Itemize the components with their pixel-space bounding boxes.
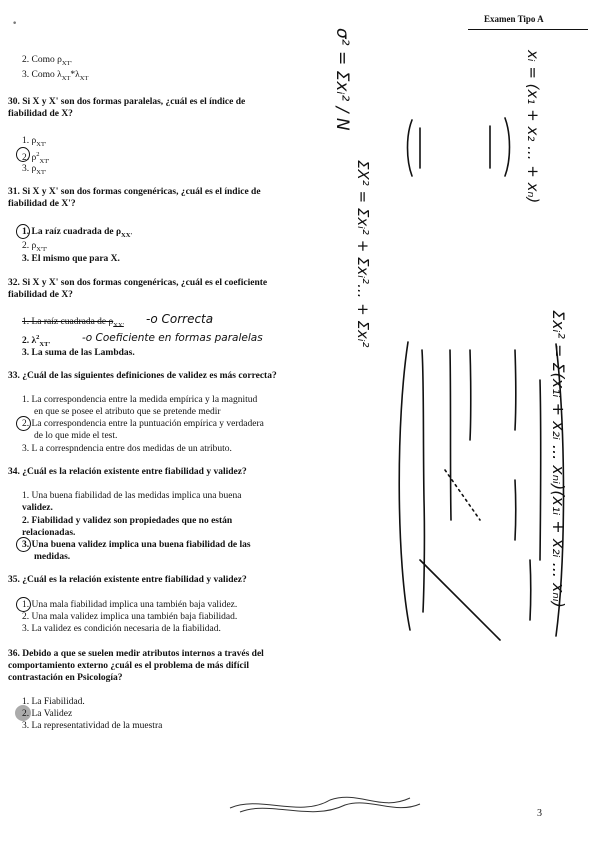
q34-option-2-line1: 2. Fiabilidad y validez son propiedades que no están xyxy=(22,516,233,526)
q36-stem-line2: comportamiento externo ¿cuál es el problema de más difícil xyxy=(8,661,249,671)
q31-stem-line2: fiabilidad de X'? xyxy=(8,199,76,209)
q31-option-3: 3. El mismo que para X. xyxy=(22,254,120,264)
q33-stem: 33. ¿Cuál de las siguientes definiciones de validez es más correcta? xyxy=(8,371,277,381)
q36-option-3: 3. La representatividad de la muestra xyxy=(22,721,163,731)
q34-option-2-line2: relacionadas. xyxy=(22,528,76,538)
q32-stem-line2: fiabilidad de X? xyxy=(8,290,73,300)
corner-mark: • xyxy=(12,19,18,29)
q35-option-3: 3. La validez es condición necesaria de la fiabilidad. xyxy=(22,624,221,634)
q34-option-3-line1: 3. Una buena validez implica una buena fiabilidad de las xyxy=(22,540,251,550)
margin-formula-xi: xᵢ = (x₁ + x₂ ... + xₙ) xyxy=(524,50,542,204)
q31-option-1: 1. La raíz cuadrada de $\rho_{XX'}$ xyxy=(22,227,133,239)
margin-formula-variance: σ² = Σxᵢ² / N xyxy=(332,28,352,131)
q30-option-3: 3. $\rho_{XT'}$ xyxy=(22,164,47,176)
q30-option-1: 1. $\rho_{XT'}$ xyxy=(22,136,47,148)
q32-stem-line1: 32. Si X y X' son dos formas congenéricas, ¿cuál es el coeficiente xyxy=(8,278,268,288)
q34-option-3-line2: medidas. xyxy=(34,552,71,562)
q33-option-1-line1: 1. La correspondencia entre la medida empírica y la magnitud xyxy=(22,395,258,405)
q32-option-3: 3. La suma de las Lambdas. xyxy=(22,348,135,358)
q32-option-2: 2. $\lambda^2_{XT'}$ xyxy=(22,334,51,349)
q34-option-1-line2: validez. xyxy=(22,503,53,513)
margin-formula-sum-squares: ΣX² = Σxᵢ² + Σxᵢ²... + Σxᵢ² xyxy=(354,160,372,348)
q32-option-1: 1. La raíz cuadrada de $\rho_{XX'}$ xyxy=(22,317,124,329)
q33-option-3: 3. L a correspndencia entre dos medidas de un atributo. xyxy=(22,444,232,454)
q31-stem-line1: 31. Si X y X' son dos formas congenéricas, ¿cuál es el índice de xyxy=(8,187,261,197)
q33-option-2-line1: 2. La correspondencia entre la puntuación empírica y verdadera xyxy=(22,419,264,429)
q36-stem-line1: 36. Debido a que se suelen medir atributos internos a través del xyxy=(8,649,264,659)
page-number: 3 xyxy=(537,808,542,819)
prev-option-2: 2. Como $\rho_{XT'}$ xyxy=(22,55,72,67)
q30-option-2: 2. $\rho^2_{XT'}$ xyxy=(22,151,50,166)
q35-stem: 35. ¿Cuál es la relación existente entre fiabilidad y validez? xyxy=(8,575,247,585)
q30-stem-line2: fiabilidad de X? xyxy=(8,109,73,119)
q32-note-correcta: -o Correcta xyxy=(146,312,214,326)
prev-option-3: 3. Como $\lambda_{XT}*\lambda_{XT}$ xyxy=(22,70,89,82)
q34-stem: 34. ¿Cuál es la relación existente entre fiabilidad y validez? xyxy=(8,467,247,477)
exam-title: Examen Tipo A xyxy=(484,14,544,24)
q32-note-paralelas: -o Coeficiente en formas paralelas xyxy=(82,332,263,344)
q34-option-1-line1: 1. Una buena fiabilidad de las medidas implica una buena xyxy=(22,491,242,501)
q30-stem-line1: 30. Si X y X' son dos formas paralelas, ¿cuál es el índice de xyxy=(8,97,246,107)
q36-option-2: 2. La Validez xyxy=(22,709,73,719)
q36-option-1: 1. La Fiabilidad. xyxy=(22,697,85,707)
margin-formula-product: Σxᵢ² = Σ(x₁ᵢ + x₂ᵢ ... xₙᵢ)(x₁ᵢ + x₂ᵢ ... xₙᵢ) xyxy=(549,310,568,608)
q36-stem-line3: contrastación en Psicología? xyxy=(8,673,123,683)
q33-option-1-line2: en que se posee el atributo que se pretende medir xyxy=(34,407,221,417)
q35-option-1: 1. Una mala fiabilidad implica una también baja validez. xyxy=(22,600,238,610)
q35-option-2: 2. Una mala validez implica una también baja fiabilidad. xyxy=(22,612,238,622)
q33-option-2-line2: de lo que mide el test. xyxy=(34,431,118,441)
footer-scribble xyxy=(230,797,420,812)
q31-option-2: 2. $\rho_{X'T'}$ xyxy=(22,241,48,253)
